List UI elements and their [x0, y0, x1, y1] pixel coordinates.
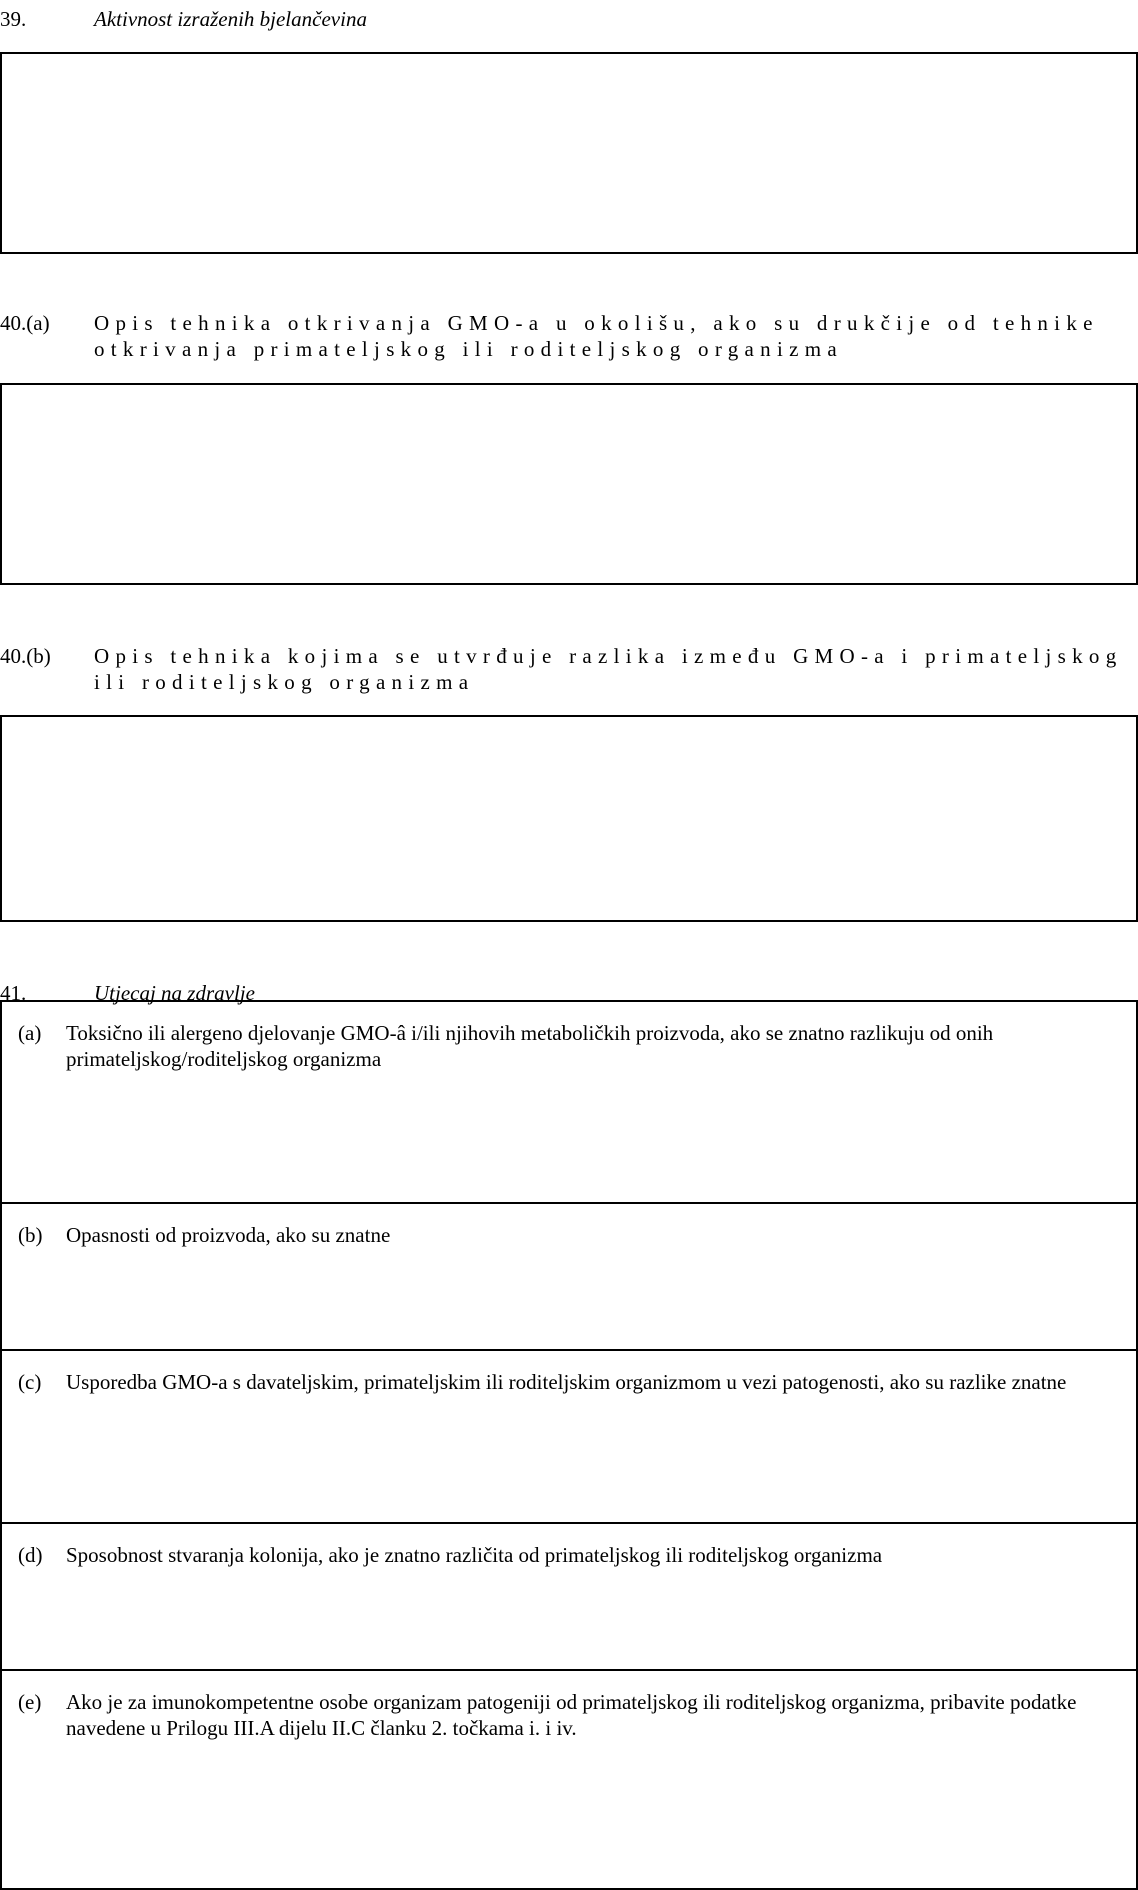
- item-label: (c): [18, 1370, 42, 1394]
- section-number: 41.: [0, 981, 27, 1005]
- section-number: 39.: [0, 7, 27, 31]
- item-text: Ako je za imunokompetentne osobe organizam patogeniji od primateljskog ili roditeljskog organizma, pribavite podatke navedene u Prilogu III.A dijelu II.C članku 2. točkama i. i iv.: [66, 1690, 1077, 1740]
- section-title: Opis tehnika kojima se utvrđuje razlika između GMO-a i primateljskog ili roditeljskog organizma: [94, 644, 1123, 694]
- health-item-e[interactable]: [2, 1669, 1136, 1888]
- item-text: Sposobnost stvaranja kolonija, ako je znatno različita od primateljskog ili roditeljskog organizma: [66, 1543, 883, 1567]
- item-label: (a): [18, 1021, 42, 1045]
- health-item-a[interactable]: [2, 1002, 1136, 1202]
- item-text: Opasnosti od proizvoda, ako su znatne: [66, 1223, 391, 1247]
- health-item-d[interactable]: [2, 1522, 1136, 1671]
- answer-box-40b[interactable]: [0, 715, 1138, 922]
- answer-box-39[interactable]: [0, 52, 1138, 254]
- item-label: (e): [18, 1690, 42, 1714]
- health-item-b[interactable]: [2, 1202, 1136, 1351]
- item-label: (b): [18, 1223, 43, 1247]
- section-title: Aktivnost izraženih bjelančevina: [94, 7, 367, 31]
- answer-box-40a[interactable]: [0, 383, 1138, 585]
- section-number: 40.(a): [0, 311, 50, 335]
- section-number: 40.(b): [0, 644, 51, 668]
- section-title: Opis tehnika otkrivanja GMO-a u okolišu, ako su drukčije od tehnike otkrivanja primateljskog ili roditeljskog organizma: [94, 311, 1099, 361]
- section-title: Utjecaj na zdravlje: [94, 981, 255, 1005]
- item-text: Toksično ili alergeno djelovanje GMO-â i/ili njihovih metaboličkih proizvoda, ako se znatno razlikuju od onih primateljskog/roditeljskog organizma: [66, 1021, 994, 1071]
- item-label: (d): [18, 1543, 43, 1567]
- health-effects-table: [0, 1000, 1138, 1890]
- item-text: Usporedba GMO-a s davateljskim, primateljskim ili roditeljskim organizmom u vezi patogenosti, ako su razlike znatne: [66, 1370, 1067, 1394]
- health-item-c[interactable]: [2, 1349, 1136, 1524]
